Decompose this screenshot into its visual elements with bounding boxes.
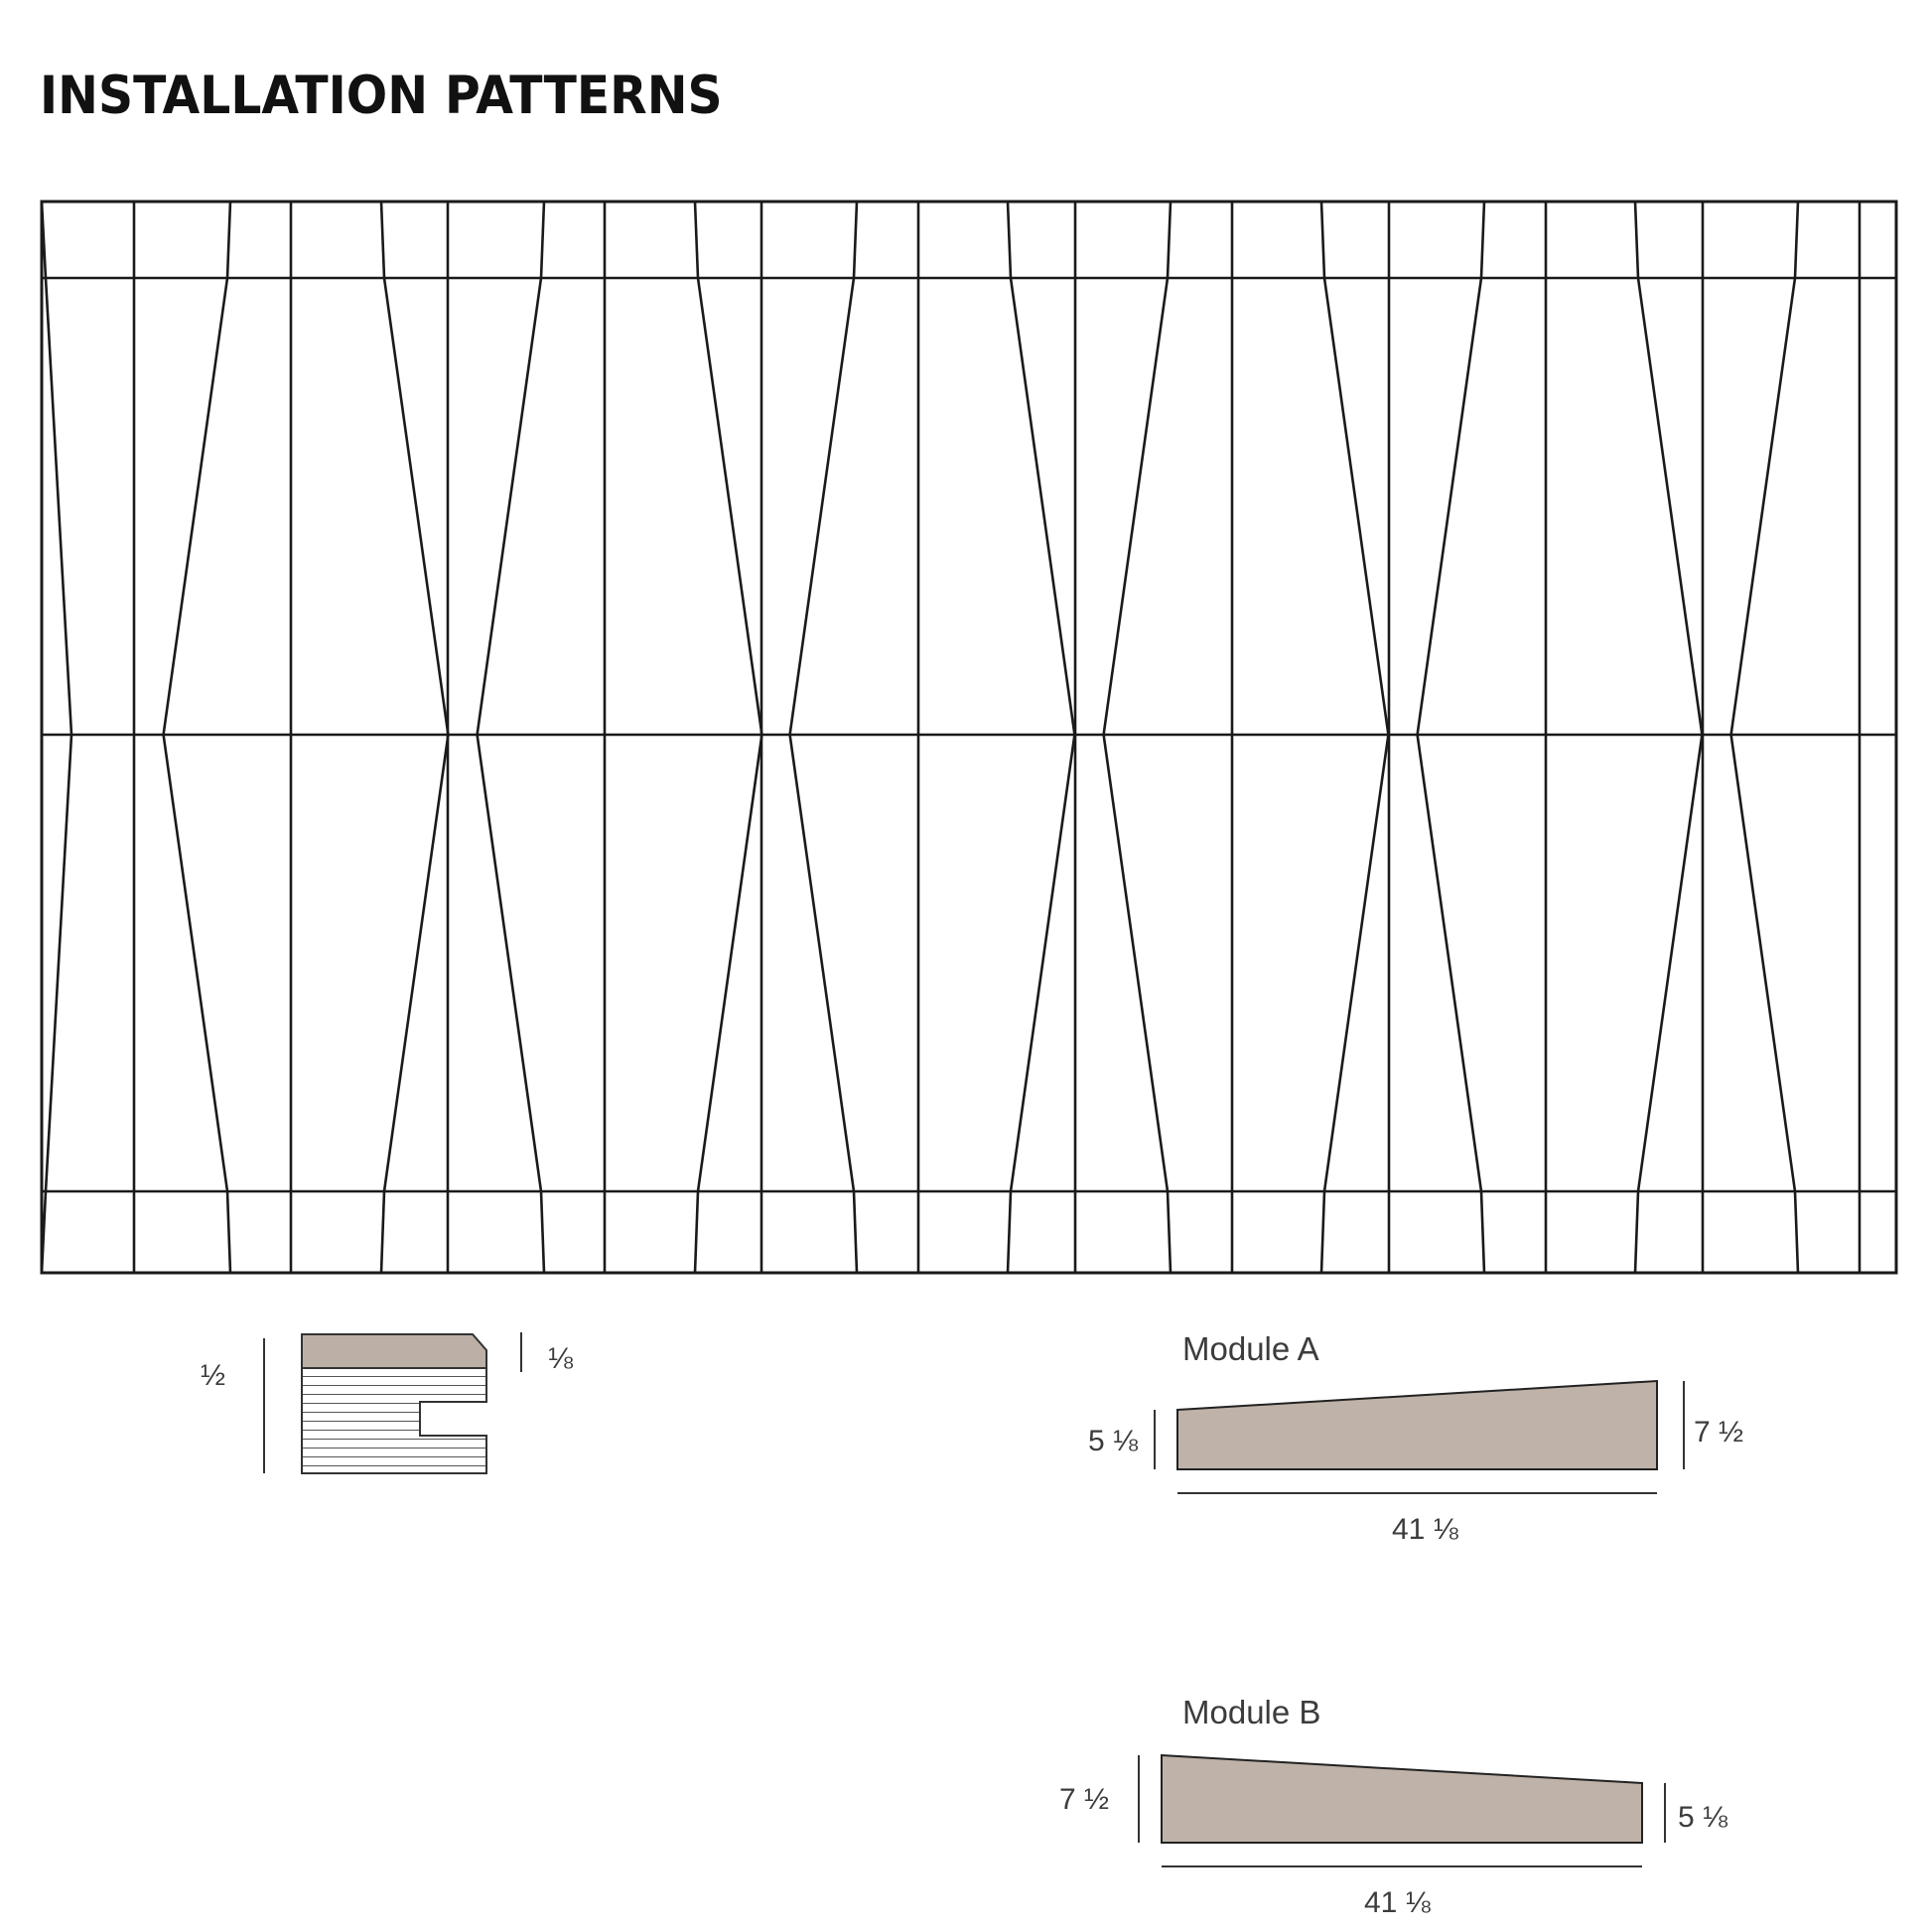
pattern-zigzag-joint xyxy=(478,202,544,1273)
module-a-length-label: 41 ⅛ xyxy=(1392,1513,1458,1546)
profile-top-layer xyxy=(302,1334,486,1368)
profile-core xyxy=(302,1368,486,1473)
profile-height-label: ½ xyxy=(201,1359,226,1392)
module-b-left-height-label: 7 ½ xyxy=(1059,1783,1110,1816)
pattern-zigzag-joint xyxy=(1635,202,1702,1273)
module-a-title: Module A xyxy=(1182,1330,1319,1367)
module-b-shape xyxy=(1162,1755,1642,1843)
module-b-right-height-label: 5 ⅛ xyxy=(1678,1801,1728,1834)
pattern-frame xyxy=(42,202,1896,1273)
pattern-zigzag-joint xyxy=(695,202,761,1273)
pattern-zigzag-joint xyxy=(1418,202,1484,1273)
pattern-zigzag-joint xyxy=(790,202,857,1273)
module-a-left-height-label: 5 ⅛ xyxy=(1088,1425,1139,1457)
profile-section xyxy=(201,1332,574,1473)
pattern-zigzag-joint xyxy=(164,202,230,1273)
profile-bevel-label: ⅛ xyxy=(548,1342,574,1375)
pattern-zigzag-joint xyxy=(1008,202,1074,1273)
module-a-right-height-label: 7 ½ xyxy=(1694,1416,1744,1449)
module-a-shape xyxy=(1177,1381,1657,1469)
pattern-zigzag-joint xyxy=(42,202,71,1273)
pattern-zigzag-joint xyxy=(1731,202,1798,1273)
pattern-zigzag-joint xyxy=(1104,202,1171,1273)
module-a xyxy=(1088,1330,1743,1546)
pattern-zigzag-joint xyxy=(381,202,448,1273)
module-b-length-label: 41 ⅛ xyxy=(1364,1886,1431,1919)
page-title: INSTALLATION PATTERNS xyxy=(40,66,723,126)
module-b xyxy=(1059,1694,1728,1919)
installation-pattern xyxy=(42,202,1896,1273)
pattern-zigzag-joint xyxy=(1321,202,1388,1273)
module-b-title: Module B xyxy=(1182,1694,1321,1730)
